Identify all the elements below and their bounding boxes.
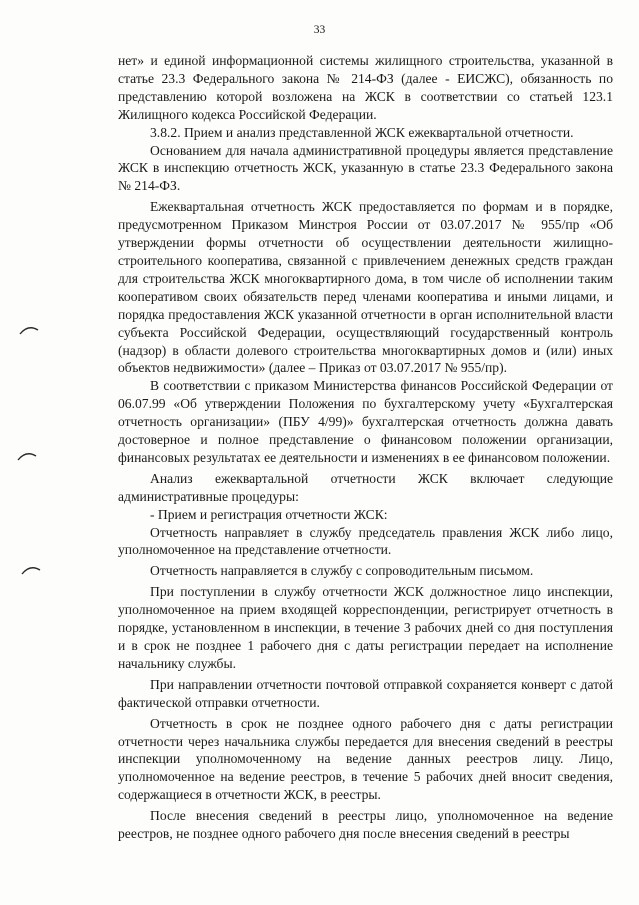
paragraph: Отчетность направляется в службу с сопроводительным письмом.: [150, 563, 534, 579]
document-body: [118, 52, 613, 843]
paragraph: Основанием для начала административной процедуры является представление ЖСК в инспекцию отчетность ЖСК, указанную в статье 23.3 Федерального закона № 214-ФЗ.: [118, 142, 613, 194]
paragraph: При поступлении в службу отчетности ЖСК должностное лицо инспекции, уполномоченное на прием входящей корреспонденции, регистрирует отчетность в порядке, установленном в инспекции, в течение 3 рабочих дней со дня поступления и в срок не позднее 1 рабочего дня с даты регистрации передает на исполнение начальнику службы.: [118, 584, 613, 671]
paragraph: нет» и единой информационной системы жилищного строительства, указанной в статье 23.3 Федерального закона № 214-ФЗ (далее - ЕИСЖС), обязанность по представлению которой возложена на ЖСК в соответствии со статьей 123.1 Жилищного кодекса Российской Федерации.: [118, 53, 613, 122]
punch-hole-mark: [18, 322, 40, 342]
paragraph: Анализ ежеквартальной отчетности ЖСК включает следующие административные процедуры:: [118, 470, 613, 504]
punch-hole-mark: [16, 448, 38, 468]
page-number: 33: [313, 24, 326, 36]
paragraph: Отчетность в срок не позднее одного рабочего дня с даты регистрации отчетности через начальника службы передается для внесения сведений в реестры инспекции уполномоченному на ведение данных реестров лицу. Лицо, уполномоченное на ведение реестров, в течение 5 рабочих дней вносит сведения, содержащиеся в отчетности ЖСК, в реестры.: [118, 715, 613, 803]
section-heading: 3.8.2. Прием и анализ представленной ЖСК ежеквартальной отчетности.: [150, 124, 574, 140]
paragraph: В соответствии с приказом Министерства финансов Российской Федерации от 06.07.99 «Об утверждении Положения по бухгалтерскому учету «Бухгалтерская отчетность организации» (ПБУ 4/99)» бухгалтерская отчетность должна давать достоверное и полное представление о финансовом положении организации, финансовых результатах ее деятельности и изменениях в ее финансовом положении.: [118, 378, 613, 465]
paragraph: Отчетность направляет в службу председатель правления ЖСК либо лицо, уполномоченное на представление отчетности.: [118, 524, 613, 558]
paragraph: При направлении отчетности почтовой отправкой сохраняется конверт с датой фактической отправки отчетности.: [118, 676, 613, 710]
punch-hole-mark: [20, 562, 42, 582]
paragraph: После внесения сведений в реестры лицо, уполномоченное на ведение реестров, не позднее одного рабочего дня после внесения сведений в реестры: [118, 808, 613, 842]
list-item: - Прием и регистрация отчетности ЖСК:: [150, 506, 388, 522]
paragraph: Ежеквартальная отчетность ЖСК предоставляется по формам и в порядке, предусмотренном Приказом Минстроя России от 03.07.2017 № 955/пр «Об утверждении формы отчетности об осуществлении деятельности жилищно-строительного кооператива, связанной с привлечением денежных средств граждан для строительства ЖСК многоквартирного дома, в том числе об исполнении таким кооперативом своих обязательств перед членами кооператива и иными лицами, и порядка предоставления ЖСК указанной отчетности в орган исполнительной власти субъекта Российской Федерации, осуществляющий государственный контроль (надзор) в области долевого строительства многоквартирных домов и (или) иных объектов недвижимости» (далее – Приказ от 03.07.2017 № 955/пр).: [118, 199, 613, 376]
